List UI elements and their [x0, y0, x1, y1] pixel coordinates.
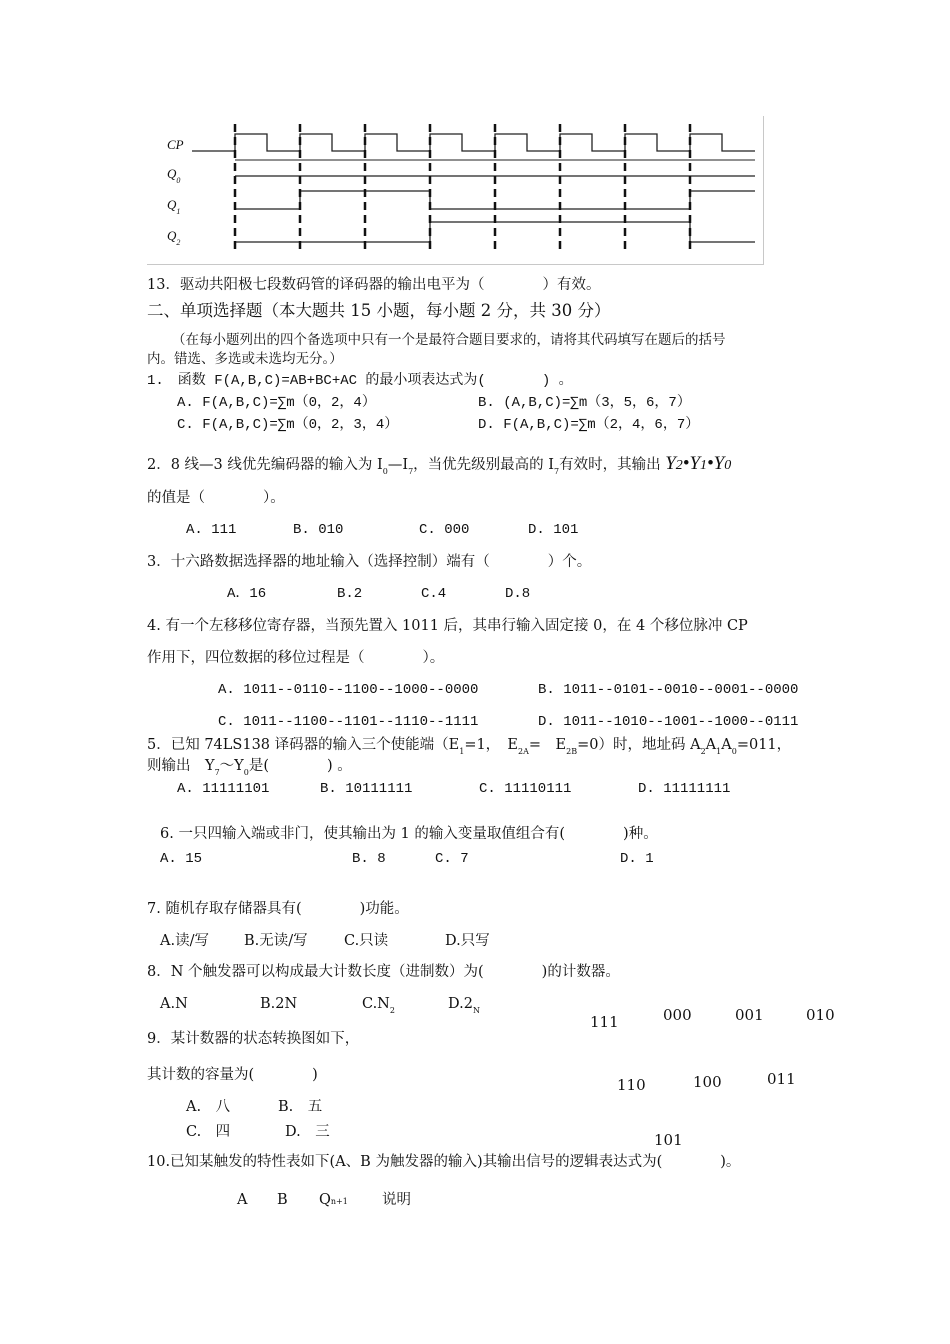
table-header-q: Qn+1 — [319, 1192, 348, 1208]
q6-option-a: A. 15 — [160, 851, 203, 867]
table-header-b: B — [277, 1192, 288, 1208]
q9-option-a: A. 八 — [186, 1099, 231, 1115]
q9-stem-line1: 9．某计数器的状态转换图如下， — [147, 1031, 360, 1047]
q3-option-d: D.8 — [505, 586, 531, 602]
q2-option-d: D. 101 — [528, 522, 579, 538]
q3-option-c: C.4 — [421, 586, 447, 602]
section-title: 二、单项选择题（本大题共 15 小题，每小题 2 分，共 30 分） — [147, 301, 611, 320]
q4-stem-line1: 4. 有一个左移移位寄存器，当预先置入 1011 后，其串行输入固定接 0，在 4 个移位脉冲 CP — [147, 618, 748, 634]
q6-option-c: C. 7 — [435, 851, 469, 867]
q8-option-b: B.2N — [260, 996, 298, 1012]
q8-option-d: $D.2_N$ — [448, 996, 480, 1015]
q2-option-c: C. 000 — [419, 522, 470, 538]
q1-option-d: D. F(A,B,C)=∑m（2，4，6，7） — [478, 417, 700, 433]
q7-option-c: C.只读 — [344, 933, 389, 949]
q1-label: $Q_1$ — [167, 197, 181, 216]
q7-stem: 7. 随机存取存储器具有( )功能。 — [147, 901, 409, 917]
question-13: 13．驱动共阳极七段数码管的译码器的输出电平为（ ）有效。 — [147, 277, 601, 293]
timing-waveforms — [147, 116, 763, 264]
q7-option-a: A.读/写 — [160, 933, 209, 949]
table-header-desc: 说明 — [382, 1192, 411, 1208]
cp-label: CP — [167, 137, 184, 152]
q4-option-d: D. 1011--1010--1001--1000--0111 — [538, 714, 799, 730]
q8-option-a: A.N — [160, 996, 188, 1012]
q3-stem: 3．十六路数据选择器的地址输入（选择控制）端有（ ）个。 — [147, 554, 592, 570]
q1-stem: 1. 函数 F(A,B,C)=AB+BC+AC 的最小项表达式为( ) 。 — [147, 373, 573, 389]
state-000: 000 — [663, 1006, 692, 1024]
q5-stem-line2: 则输出 $Y_7\sim Y_0$是( ) 。 — [147, 758, 352, 777]
q2-option-b: B. 010 — [293, 522, 344, 538]
q6-option-b: B. 8 — [352, 851, 386, 867]
q8-stem: 8．N 个触发器可以构成最大计数长度（进制数）为( )的计数器。 — [147, 964, 620, 980]
q4-option-c: C. 1011--1100--1101--1110--1111 — [218, 714, 479, 730]
q3-option-b: B.2 — [337, 586, 363, 602]
state-110: 110 — [617, 1076, 646, 1094]
q2-label: $Q_2$ — [167, 228, 181, 247]
q2-stem: 2．8 线—3 线优先编码器的输入为 $I_0—I_7$，当优先级别最高的 $I_7$有效时，其输出 Y2•Y1•Y0 — [147, 453, 732, 476]
q1-option-a: A. F(A,B,C)=∑m（0，2，4） — [177, 395, 376, 411]
state-010: 010 — [806, 1006, 835, 1024]
q9-stem-line2: 其计数的容量为( ) — [147, 1067, 318, 1083]
q7-option-b: B.无读/写 — [244, 933, 308, 949]
q4-stem-line2: 作用下，四位数据的移位过程是（ ）。 — [147, 650, 445, 666]
q3-option-a: A．16 — [227, 586, 267, 602]
q2-output-expr: Y2•Y1•Y0 — [665, 453, 732, 474]
q9-option-d: D. 三 — [285, 1124, 330, 1140]
section-note-1: （在每小题列出的四个备选项中只有一个是最符合题目要求的，请将其代码填写在题后的括号 — [172, 332, 726, 348]
q9-option-c: C. 四 — [186, 1124, 231, 1140]
q10-stem: 10.已知某触发的特性表如下(A、B 为触发器的输入)其输出信号的逻辑表达式为( )。 — [147, 1154, 741, 1170]
q4-option-b: B. 1011--0101--0010--0001--0000 — [538, 682, 799, 698]
section-note-2: 内。错选、多选或未选均无分。） — [147, 351, 343, 367]
q9-option-b: B. 五 — [278, 1099, 323, 1115]
state-101: 101 — [654, 1131, 683, 1149]
q1-option-b: B. (A,B,C)=∑m（3，5，6，7） — [478, 395, 691, 411]
q5-option-a: A. 11111101 — [177, 781, 270, 797]
q2-option-a: A. 111 — [186, 522, 237, 538]
q5-option-c: C. 11110111 — [479, 781, 572, 797]
state-001: 001 — [735, 1006, 764, 1024]
q6-stem: 6. 一只四输入端或非门，使其输出为 1 的输入变量取值组合有( )种。 — [160, 826, 658, 842]
q4-option-a: A. 1011--0110--1100--1000--0000 — [218, 682, 479, 698]
q0-label: $Q_0$ — [167, 166, 181, 185]
state-111: 111 — [590, 1013, 619, 1031]
timing-diagram — [147, 116, 764, 265]
state-100: 100 — [693, 1073, 722, 1091]
q1-option-c: C. F(A,B,C)=∑m（0，2，3，4） — [177, 417, 399, 433]
q8-option-c: $C.N_2$ — [362, 996, 395, 1015]
q2-stem-line2: 的值是（ ）。 — [147, 490, 285, 506]
state-011: 011 — [767, 1070, 796, 1088]
q5-option-b: B. 10111111 — [320, 781, 413, 797]
q6-option-d: D. 1 — [620, 851, 654, 867]
q5-stem-line1: 5．已知 74LS138 译码器的输入三个使能端（$E_1=1$， $E_{2A}=$ $E_{2B}=0$）时，地址码 $A_2A_1A_0=011$， — [147, 737, 792, 756]
q5-option-d: D. 11111111 — [638, 781, 731, 797]
table-header-a: A — [237, 1192, 248, 1208]
q7-option-d: D.只写 — [445, 933, 490, 949]
cp-waveform — [192, 134, 755, 151]
